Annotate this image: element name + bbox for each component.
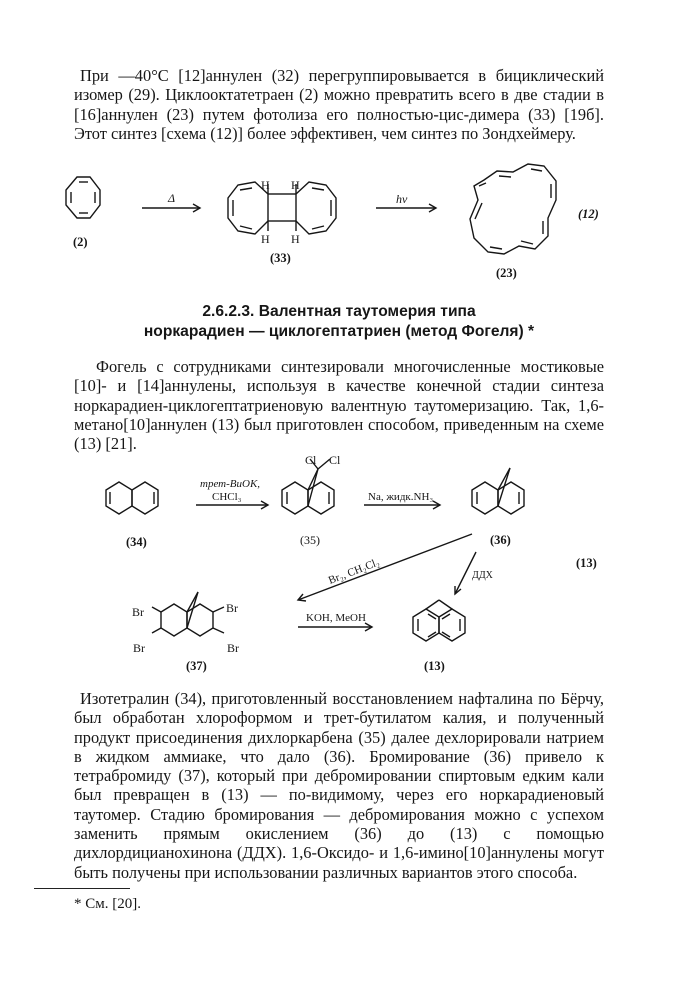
- compound-35-label: (35): [300, 533, 320, 547]
- cot-dimer-structure: [228, 182, 336, 234]
- br-atom-label: Br: [133, 641, 145, 655]
- scheme-12-label: (12): [578, 207, 599, 221]
- compound-34-label: (34): [126, 535, 147, 549]
- paragraph-2: Фогель с сотрудниками синтезировали многочисленные мостиковые [10]- и [14]аннулены, используя в качестве конечной стадии синтеза норкарадиен-циклогептатриеновую валентную таутомеризацию. Так, 1,6-метано[10]аннулен (13) был приготовлен способом, приведенным на схеме (13) [21].: [74, 357, 604, 454]
- annulene-16-structure: [470, 164, 556, 254]
- br-atom-label: Br: [132, 605, 144, 619]
- compound-33-label: (33): [270, 251, 291, 265]
- cl-atom-label: Cl: [305, 453, 317, 467]
- reagent-na-nh3-label: Na, жидк.NH₃: [368, 491, 434, 503]
- section-number: 2.6.2.3.: [202, 303, 255, 320]
- scheme-12: [0, 160, 674, 290]
- paragraph-3: Изотетралин (34), приготовленный восстановлением нафталина по Бёрчу, был обработан хлороформом и трет-бутилатом калия, и полученный продукт присоединения дихлоркарбена (35) далее дехлорировали натрием в жидком аммиаке, что дало (36). Бромирование (36) привело к тетрабромиду (37), который при дебромировании спиртовым едким кали был превращен в (13) — по-видимому, через его норкарадиеновый таутомер. Стадию бромирования — дебромирования можно с успехом заменить прямым окислением (36) до (13) с помощью дихлордицианохинона (ДДХ). 1,6-Оксидо- и 1,6-имино[10]аннулены могут быть получены при использовании различных вариантов этого способа.: [74, 689, 604, 882]
- cyclooctatetraene-structure: [66, 177, 100, 218]
- section-heading: [74, 302, 604, 342]
- footnote: * См. [20].: [74, 896, 141, 912]
- br-atom-label: Br: [227, 641, 239, 655]
- br-atom-label: Br: [226, 601, 238, 615]
- scheme-13-label: (13): [576, 556, 597, 570]
- footnote-rule: [34, 888, 130, 889]
- section-title-line2: норкарадиен — циклогептатриен (метод Фогеля) *: [143, 323, 535, 340]
- arrow-hv-label: hν: [396, 192, 408, 206]
- compound-36-label: (36): [490, 533, 511, 547]
- tricyclic-36-structure: [472, 468, 524, 514]
- tetrabromide-structure: [152, 592, 224, 636]
- scheme-13: [0, 450, 674, 690]
- reagent-br2-label: Br₂, CH₂Cl₂: [326, 556, 382, 587]
- reagent-koh-label: KOH, MeOH: [306, 612, 366, 624]
- dichlorocarbene-adduct-structure: [282, 459, 334, 514]
- reagent-chcl3-label: CHCl₃: [212, 491, 242, 503]
- compound-13-label: (13): [424, 659, 445, 673]
- arrow-delta-label: Δ: [168, 191, 176, 205]
- h-atom-label: H: [261, 178, 270, 192]
- h-atom-label: H: [291, 232, 300, 246]
- compound-23-label: (23): [496, 266, 517, 280]
- paragraph-1: При —40°С [12]аннулен (32) перегруппировывается в бициклический изомер (29). Циклооктатетраен (2) можно превратить всего в две стадии в [16]аннулен (23) путем фотолиза его полностью-цис-димера (33) [19б]. Этот синтез [схема (12)] более эффективен, чем синтез по Зондхеймеру.: [74, 66, 604, 143]
- methano-annulene-structure: [413, 600, 465, 641]
- section-title-line1: Валентная таутомерия типа: [258, 303, 476, 320]
- reagent-tbuok-label: трет-BuOK,: [200, 478, 261, 490]
- compound-2-label: (2): [73, 235, 88, 249]
- h-atom-label: H: [261, 232, 270, 246]
- isotetralin-structure: [106, 482, 158, 514]
- h-atom-label: H: [291, 178, 300, 192]
- compound-37-label: (37): [186, 659, 207, 673]
- reagent-ddq-label: ДДХ: [472, 570, 493, 581]
- cl-atom-label: Cl: [329, 453, 341, 467]
